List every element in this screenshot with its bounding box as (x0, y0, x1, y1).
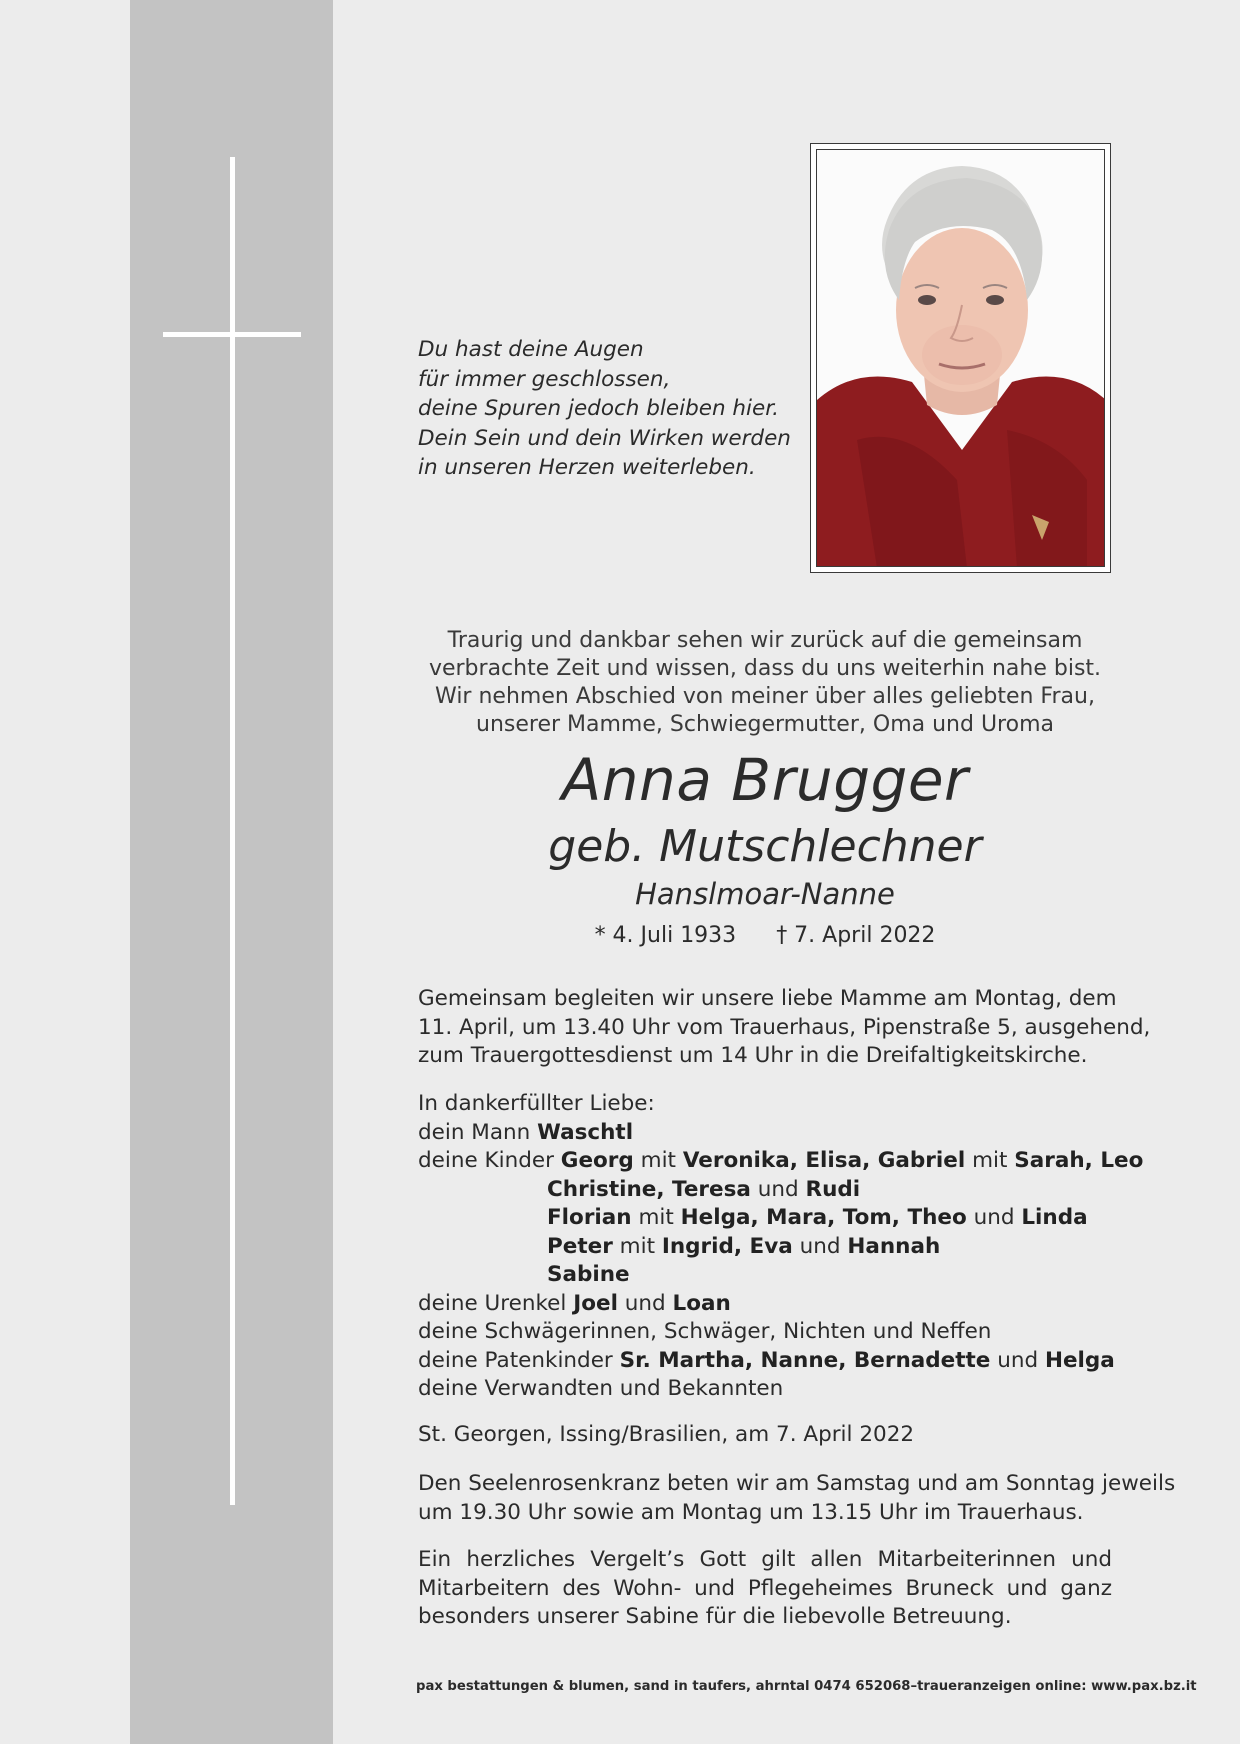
funeral-line: 11. April, um 13.40 Uhr vom Trauerhaus, Pipenstraße 5, ausgehend, (418, 1014, 1151, 1040)
intro-line: Traurig und dankbar sehen wir zurück auf die gemeinsam (447, 628, 1083, 653)
family-line-child: Sabine (547, 1262, 630, 1287)
poem-line: Dein Sein und dein Wirken werden (418, 425, 791, 451)
birth-name: geb. Mutschlechner (548, 821, 982, 872)
portrait-frame (810, 143, 1111, 573)
family-list (418, 1090, 1144, 1404)
house-name: Hanslmoar-Nanne (635, 877, 895, 911)
thanks-notice (418, 1546, 1112, 1632)
intro-line: unserer Mamme, Schwiegermutter, Oma und Uroma (476, 712, 1054, 737)
family-line-great-grandchildren: deine Urenkel Joel und Loan (418, 1290, 731, 1316)
rosary-line: um 19.30 Uhr sowie am Montag um 13.15 Uhr im Trauerhaus. (418, 1499, 1084, 1525)
funeral-announcement (418, 985, 1151, 1071)
deceased-name: Anna Brugger (561, 746, 969, 814)
portrait-image (817, 150, 1105, 567)
family-line-relatives: deine Verwandten und Bekannten (418, 1376, 784, 1401)
place-and-date: St. Georgen, Issing/Brasilien, am 7. April 2022 (418, 1422, 915, 1447)
poem-line: in unseren Herzen weiterleben. (418, 455, 756, 480)
intro-line: verbrachte Zeit und wissen, dass du uns weiterhin nahe bist. (428, 656, 1102, 681)
birth-date: * 4. Juli 1933 (594, 923, 737, 948)
intro-text (418, 627, 1112, 739)
life-dates (418, 921, 1112, 951)
cross-icon-vertical-beam (230, 157, 235, 1505)
thanks-line: Ein herzliches Vergelt’s Gott gilt allen Mitarbeiterinnen und (418, 1547, 1112, 1572)
thanks-line: besonders unserer Sabine für die liebevolle Betreuung. (418, 1604, 1012, 1629)
thanks-line: Mitarbeitern des Wohn- und Pflegeheimes Bruneck und ganz (418, 1575, 1112, 1601)
rosary-line: Den Seelenrosenkranz beten wir am Samstag und am Sonntag jeweils (418, 1471, 1176, 1496)
portrait-photo (816, 149, 1105, 567)
family-intro: In dankerfüllter Liebe: (418, 1091, 655, 1116)
funeral-line: Gemeinsam begleiten wir unsere liebe Mamme am Montag, dem (418, 986, 1117, 1011)
funeral-line: zum Trauergottesdienst um 14 Uhr in die Dreifaltigkeitskirche. (418, 1043, 1088, 1068)
family-line-godchildren: deine Patenkinder Sr. Martha, Nanne, Bernadette und Helga (418, 1347, 1115, 1373)
family-line-child: Christine, Teresa und Rudi (547, 1176, 861, 1202)
family-line-child: Florian mit Helga, Mara, Tom, Theo und Linda (547, 1205, 1088, 1230)
footer-credit: pax bestattungen & blumen, sand in taufers, ahrntal 0474 652068–traueranzeigen online: www.pax.bz.it (416, 1679, 1197, 1694)
poem-line: Du hast deine Augen (418, 337, 644, 362)
death-date: † 7. April 2022 (776, 923, 936, 948)
poem-line: deine Spuren jedoch bleiben hier. (418, 396, 779, 421)
family-line-husband: dein Mann Waschtl (418, 1119, 634, 1145)
family-line-children: deine Kinder Georg mit Veronika, Elisa, Gabriel mit Sarah, Leo (418, 1148, 1144, 1173)
rosary-notice (418, 1470, 1176, 1527)
poem-line: für immer geschlossen, (418, 366, 671, 392)
intro-line: Wir nehmen Abschied von meiner über alles geliebten Frau, (435, 684, 1095, 709)
family-line-child: Peter mit Ingrid, Eva und Hannah (547, 1233, 941, 1259)
family-line-inlaws: deine Schwägerinnen, Schwäger, Nichten und Neffen (418, 1319, 992, 1344)
cross-icon-horizontal-beam (163, 332, 301, 337)
memorial-poem (418, 335, 791, 483)
